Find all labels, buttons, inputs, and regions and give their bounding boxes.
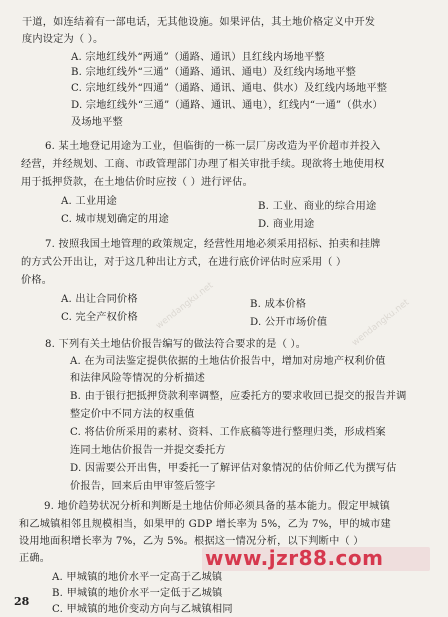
option-b: B. 成本价格 [250,299,307,310]
option-a: A. 工业用途 [61,196,117,207]
text-line: 和乙城镇相邻且规模相当，如果甲的 GDP 增长率为 5%，乙为 7%，甲的城市建 [19,519,391,530]
option-c: C. 城市规划确定的用途 [61,214,169,225]
text-line: 连同土地估价报告一并提交委托方 [70,445,226,456]
option-d: D. 商业用途 [258,219,315,230]
option-a: A. 甲城镇的地价水平一定高于乙城镇 [52,572,223,583]
watermark: wendangku.net [350,297,412,349]
site-overlay-text: www.jzr88.com [205,546,384,570]
text-line: 干道，如连结着有一部电话，无其他设施。如果评估，其土地价格定义中开发 [22,17,376,28]
option-a: A. 在为司法鉴定提供依据的土地估价报告中，增加对房地产权利价值 [70,356,386,367]
question-8: 8. 下列有关土地估价报告编写的做法符合要求的是（ ）。 [45,339,307,350]
option-b: B. 由于银行把抵押贷款利率调整，应委托方的要求收回已提交的报告并调 [70,391,407,402]
text-line: 价报告，回来后由甲审签后签字 [70,481,216,492]
text-line: 整定价中不同方法的权重值 [70,409,195,420]
text-line: 正确。 [19,553,51,564]
question-7: 7. 按照我国土地管理的政策规定，经营性用地必须采用招标、拍卖和挂牌 [45,239,381,250]
option-c: C. 宗地红线外“四通”（通路、通讯、通电、供水）及红线内场地平整 [71,83,388,94]
text-line: 用于抵押贷款，在土地估价时应按（ ）进行评估。 [21,177,253,188]
option-b: B. 工业、商业的综合用途 [258,201,377,212]
option-b: B. 甲城镇的地价水平一定低于乙城镇 [52,588,223,599]
question-9: 9. 地价趋势状况分析和判断是土地估价师必须具备的基本能力。假定甲城镇 [44,501,390,512]
text-line: 和法律风险等情况的分析描述 [70,373,206,384]
text-line: 度内设定为（ ）。 [22,34,104,45]
option-c: C. 甲城镇的地价变动方向与乙城镇相同 [52,604,233,615]
text-line: 经营，并经规划、工商、市政管理部门办理了相关审批手续。现欲将土地使用权 [21,159,385,170]
option-b: B. 宗地红线外“三通”（通路、通讯、通电）及红线内场地平整 [71,67,357,78]
option-a: A. 宗地红线外“两通”（通路、通讯）且红线内场地平整 [71,52,325,63]
option-c: C. 将估价所采用的素材、资料、工作底稿等进行整理归类，形成档案 [70,427,386,438]
option-a: A. 出让合同价格 [61,294,138,305]
option-d: D. 公开市场价值 [250,317,328,328]
text-line: 及场地平整 [71,117,123,128]
option-d: D. 因需要公开出售，甲委托一了解评估对象情况的估价师乙代为撰写估 [70,463,397,474]
page-number: 28 [14,595,30,608]
question-6: 6. 某土地登记用途为工业，但临街的一栋一层厂房改造为平价超市并投入 [45,141,381,152]
text-line: 的方式公开出让，对于这几种出让方式，在进行底价评估时应采用（ ） [21,257,347,268]
text-line: 设用地面积增长率为 7%，乙为 5%。根据这一情况分析，以下判断中（ ） [19,536,364,547]
option-c: C. 完全产权价格 [61,312,138,323]
text-line: 价格。 [21,275,53,286]
watermark: wendangku.net [154,280,216,332]
option-d: D. 宗地红线外“三通”（通路、通讯、通电），红线内“一通”（供水） [71,100,383,111]
